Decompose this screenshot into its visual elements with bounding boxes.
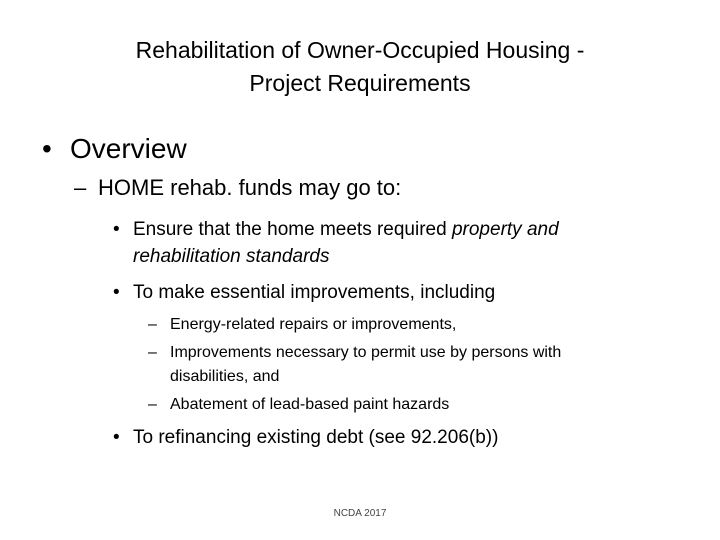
bullet-ensure-text bbox=[133, 217, 559, 243]
bullet-dot-icon: • bbox=[113, 427, 120, 448]
bullet-improvements-text: Improvements necessary to permit use by persons with bbox=[170, 344, 562, 361]
bullet-dash-icon: – bbox=[74, 175, 87, 200]
bullet-ensure-italic-2: rehabilitation standards bbox=[133, 246, 330, 267]
bullet-essential-text: To make essential improvements, including bbox=[133, 282, 496, 303]
bullet-dash-icon: – bbox=[148, 396, 157, 413]
bullet-ensure-italic: property and bbox=[451, 219, 559, 240]
slide-title-line-2: Project Requirements bbox=[249, 70, 471, 96]
bullet-dash-icon: – bbox=[148, 316, 157, 333]
slide-title-line-1: Rehabilitation of Owner-Occupied Housing - bbox=[135, 37, 585, 63]
bullet-overview-text: Overview bbox=[70, 133, 187, 164]
footer-text: NCDA 2017 bbox=[333, 508, 387, 519]
slide-title bbox=[80, 34, 640, 100]
bullet-dot-icon: • bbox=[42, 133, 52, 164]
bullet-refinancing-text: To refinancing existing debt (see 92.206(b)) bbox=[133, 427, 499, 448]
bullet-energy-text: Energy-related repairs or improvements, bbox=[170, 316, 457, 333]
bullet-dot-icon: • bbox=[113, 219, 120, 240]
bullet-abatement-text: Abatement of lead-based paint hazards bbox=[170, 396, 450, 413]
bullet-home-rehab-text: HOME rehab. funds may go to: bbox=[98, 175, 402, 200]
bullet-improvements-text-2: disabilities, and bbox=[170, 368, 280, 385]
bullet-dash-icon: – bbox=[148, 344, 157, 361]
bullet-ensure-plain: Ensure that the home meets required bbox=[133, 219, 452, 240]
bullet-dot-icon: • bbox=[113, 282, 120, 303]
